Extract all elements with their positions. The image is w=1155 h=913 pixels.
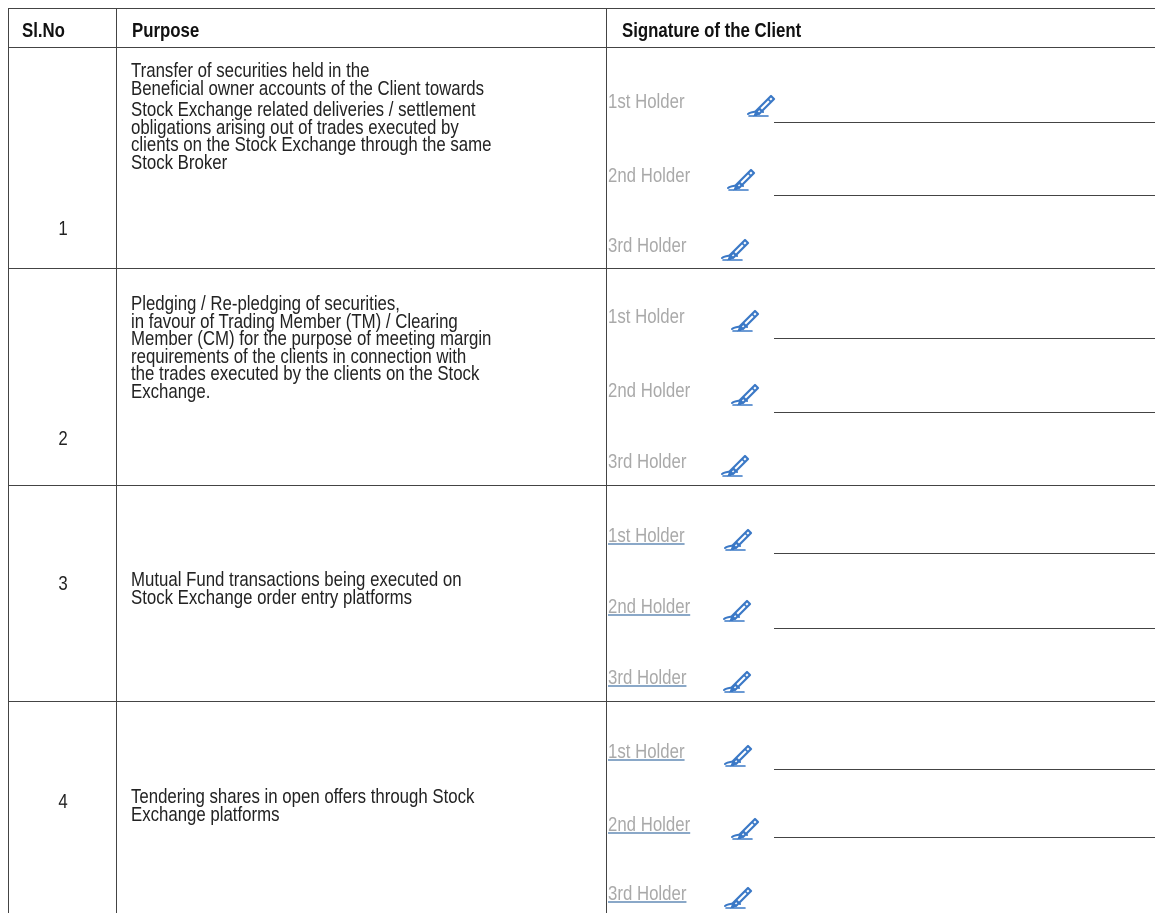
holder-1-signature[interactable] xyxy=(608,524,699,556)
holder-2-signature[interactable] xyxy=(608,164,706,196)
holder-2-signature[interactable] xyxy=(608,379,706,411)
holder-3-signature[interactable] xyxy=(608,234,701,266)
signature-line xyxy=(774,122,1155,123)
holder-1-signature[interactable] xyxy=(608,90,699,122)
pen-signing-icon xyxy=(723,742,753,768)
holder-label: 2nd Holder xyxy=(608,596,691,618)
purpose-line: in favour of Trading Member (TM) / Clearing xyxy=(131,310,458,333)
row-purpose xyxy=(131,60,601,174)
holder-3-signature[interactable] xyxy=(608,450,701,482)
row-slno: 1 xyxy=(58,218,68,240)
signature-line xyxy=(774,837,1155,838)
table-left-border xyxy=(8,8,9,913)
row-divider xyxy=(8,485,1155,486)
holder-1-signature[interactable] xyxy=(608,305,699,337)
purpose-line: clients on the Stock Exchange through the same xyxy=(131,134,492,156)
table-top-border xyxy=(8,8,1155,9)
purpose-line: Mutual Fund transactions being executed on xyxy=(131,569,462,591)
pen-signing-icon xyxy=(720,236,750,262)
pen-signing-icon xyxy=(730,815,760,841)
holder-label: 1st Holder xyxy=(608,306,685,328)
signature-line xyxy=(774,769,1155,770)
column-divider-purpose xyxy=(606,8,607,913)
holder-2-signature[interactable] xyxy=(608,595,706,627)
row-slno: 3 xyxy=(58,573,68,595)
purpose-line: Stock Exchange order entry platforms xyxy=(131,586,413,609)
pen-signing-icon xyxy=(746,92,776,118)
signature-line xyxy=(774,338,1155,339)
holder-label: 1st Holder xyxy=(608,741,685,763)
header-purpose: Purpose xyxy=(132,20,200,42)
header-signature: Signature of the Client xyxy=(622,20,802,42)
row-purpose xyxy=(131,786,601,826)
purpose-line: Member (CM) for the purpose of meeting margin xyxy=(131,328,492,350)
holder-1-signature[interactable] xyxy=(608,740,699,772)
pen-signing-icon xyxy=(726,166,756,192)
purpose-line: Transfer of securities held in the xyxy=(131,60,370,82)
holder-label: 2nd Holder xyxy=(608,814,691,836)
holder-label: 2nd Holder xyxy=(608,380,691,402)
purpose-line: Beneficial owner accounts of the Client towards xyxy=(131,77,484,100)
pen-signing-icon xyxy=(730,307,760,333)
holder-3-signature[interactable] xyxy=(608,666,701,698)
signature-line xyxy=(774,412,1155,413)
holder-3-signature[interactable] xyxy=(608,882,701,913)
purpose-line: Stock Exchange related deliveries / settlement xyxy=(131,99,476,121)
row-slno: 2 xyxy=(58,428,68,450)
column-divider-slno xyxy=(116,8,117,913)
holder-label: 1st Holder xyxy=(608,525,685,547)
holder-label: 1st Holder xyxy=(608,91,685,113)
signature-line xyxy=(774,195,1155,196)
purpose-line: the trades executed by the clients on the Stock xyxy=(131,363,480,385)
holder-label: 3rd Holder xyxy=(608,451,687,473)
header-slno: Sl.No xyxy=(22,20,65,42)
pen-signing-icon xyxy=(720,452,750,478)
holder-label: 3rd Holder xyxy=(608,235,687,257)
consent-table xyxy=(8,8,1155,913)
row-slno: 4 xyxy=(58,791,68,813)
purpose-line: obligations arising out of trades executed by xyxy=(131,116,459,139)
header-bottom-border xyxy=(8,47,1155,48)
row-divider xyxy=(8,268,1155,269)
pen-signing-icon xyxy=(723,884,753,910)
pen-signing-icon xyxy=(722,668,752,694)
purpose-line: Exchange. xyxy=(131,380,211,403)
holder-label: 2nd Holder xyxy=(608,165,691,187)
row-purpose xyxy=(131,569,601,609)
signature-line xyxy=(774,553,1155,554)
pen-signing-icon xyxy=(730,381,760,407)
purpose-line: Tendering shares in open offers through Stock xyxy=(131,786,475,808)
purpose-line: requirements of the clients in connection with xyxy=(131,345,467,368)
row-purpose xyxy=(131,293,601,403)
holder-2-signature[interactable] xyxy=(608,813,706,845)
pen-signing-icon xyxy=(723,526,753,552)
holder-label: 3rd Holder xyxy=(608,667,687,689)
purpose-line: Pledging / Re-pledging of securities, xyxy=(131,293,400,315)
purpose-line: Exchange platforms xyxy=(131,803,280,826)
holder-label: 3rd Holder xyxy=(608,883,687,905)
pen-signing-icon xyxy=(722,597,752,623)
row-divider xyxy=(8,701,1155,702)
signature-line xyxy=(774,628,1155,629)
purpose-line: Stock Broker xyxy=(131,151,228,174)
